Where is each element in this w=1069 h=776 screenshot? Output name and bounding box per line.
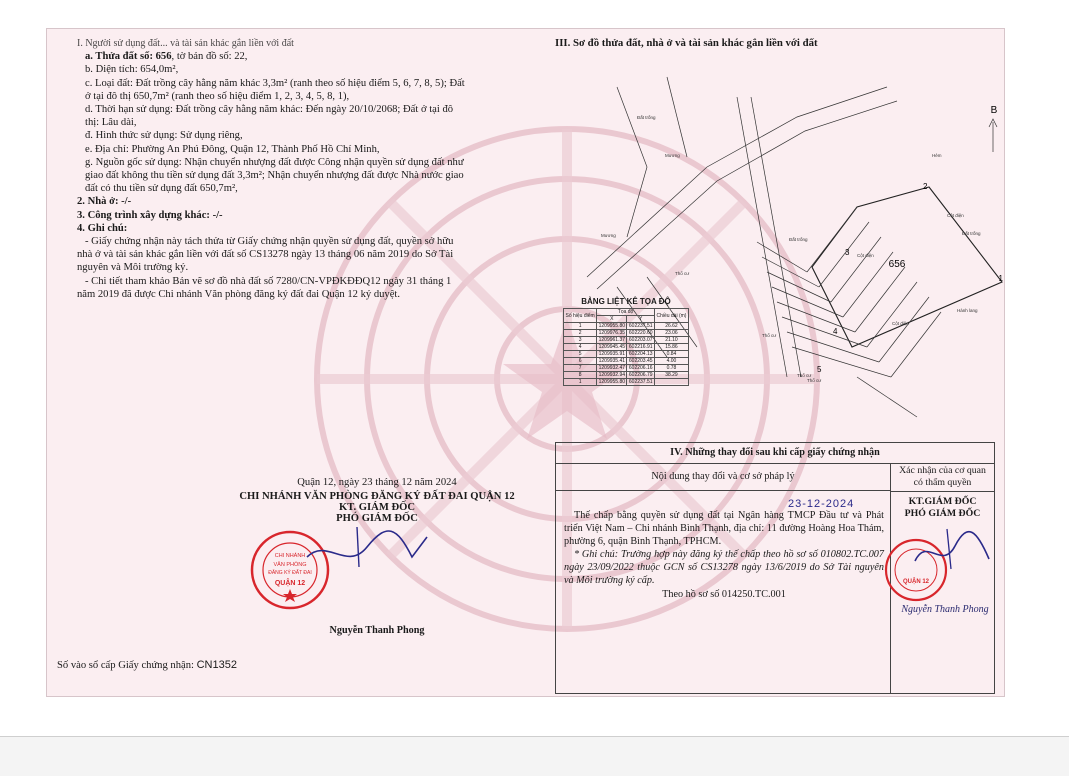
label-cot-dien-2: Cột điện bbox=[892, 321, 909, 326]
mortgage-note: * Ghi chú: Trường hợp này đăng ký thế chấp theo hồ sơ số 010802.TC.007 ngày 23/09/2022 thuộc GCN số CS13278 ngày 13/6/2019 do Sở Tài nguyên và Môi trường ký cấp. bbox=[564, 549, 884, 586]
issue-date: Quận 12, ngày 23 tháng 12 năm 2024 bbox=[297, 477, 457, 488]
notes-heading: 4. Ghi chú: bbox=[77, 222, 128, 234]
changes-content-header: Nội dung thay đổi và cơ sở pháp lý bbox=[556, 464, 890, 491]
mortgage-text: Thế chấp bằng quyền sử dụng đất tại Ngân hàng TMCP Đầu tư và Phát triển Việt Nam – Chi nhánh Bình Thạnh, địa chỉ: 11 đường Hoàng Hoa Thám, phường 6, quận Bình Thạnh, TPHCM. bbox=[564, 510, 884, 547]
label-hem: Hẻm bbox=[932, 153, 942, 158]
table-row: 1 1209955.80 602237.51 26.62 bbox=[564, 323, 689, 330]
authority-header: Xác nhận của cơ quan có thẩm quyền bbox=[891, 464, 994, 492]
left-signature-mark bbox=[297, 517, 437, 577]
authority-signer-name: Nguyễn Thanh Phong bbox=[901, 604, 989, 615]
label-ranh: Hành lang bbox=[957, 308, 978, 313]
parcel-number: 656 bbox=[155, 51, 172, 63]
change-stamp-date: 23-12-2024 bbox=[788, 498, 855, 510]
note-1-line-3: nguyên và Môi trường ký. bbox=[77, 262, 189, 274]
parcel-line bbox=[77, 50, 557, 63]
note-1-line-1: - Giấy chứng nhận này tách thửa từ Giấy chứng nhận quyền sử dụng đất, quyền sở hữu bbox=[85, 236, 454, 248]
label-dat-trong-2: Đất trống bbox=[789, 237, 808, 242]
table-row: 6 1209935.41 602203.45 4.00 bbox=[564, 358, 689, 365]
point-5: 5 bbox=[817, 365, 822, 374]
certificate-sheet bbox=[46, 28, 1005, 697]
seal-text-mid1: VĂN PHÒNG bbox=[273, 562, 307, 568]
point-4: 4 bbox=[833, 327, 838, 336]
label-cot-dien-3: Cột điện bbox=[947, 213, 964, 218]
col-header-x: X bbox=[597, 316, 627, 323]
term-line-2: thị: Lâu dài, bbox=[85, 117, 137, 129]
land-type-line-2: ở tại đô thị 650,7m² (ranh theo số hiệu điểm 1, 2, 3, 4, 5, 8, 1), bbox=[85, 90, 350, 102]
col-header-length: Chiều dài (m) bbox=[654, 309, 688, 323]
label-tho-cu-2: Thổ cư bbox=[807, 378, 822, 383]
construction-line: 3. Công trình xây dựng khác: -/- bbox=[77, 209, 223, 221]
col-header-point: Số hiệu điểm bbox=[564, 309, 597, 323]
deputy-director: PHÓ GIÁM ĐỐC bbox=[336, 513, 418, 524]
coordinate-table bbox=[563, 297, 689, 386]
table-row: 3 1209961.37 602203.07 21.10 bbox=[564, 337, 689, 344]
file-reference: Theo hồ sơ số 014250.TC.001 bbox=[662, 589, 786, 600]
label-muong: Mương bbox=[665, 153, 680, 158]
col-header-y: Y bbox=[627, 316, 654, 323]
table-row: 8 1209932.94 602206.79 38.29 bbox=[564, 372, 689, 379]
origin-line-3: đất có thu tiền sử dụng đất 650,7m², bbox=[85, 183, 238, 195]
right-signature-mark bbox=[907, 521, 997, 581]
point-2: 2 bbox=[923, 182, 928, 191]
usage-form-line: đ. Hình thức sử dụng: Sử dụng riêng, bbox=[85, 130, 243, 142]
table-row: 4 1209945.45 602216.91 15.86 bbox=[564, 344, 689, 351]
seal-text-top: CHI NHÁNH bbox=[274, 553, 306, 559]
label-tho-cu-3: Thổ cư bbox=[797, 373, 812, 378]
origin-line-1: g. Nguồn gốc sử dụng: Nhận chuyển nhượng đất được Công nhận quyền sử dụng đất như bbox=[85, 156, 464, 168]
point-1: 1 bbox=[998, 274, 1003, 283]
col-header-coord: Tọa độ bbox=[597, 309, 655, 316]
table-row: 1 1209955.80 602237.51 bbox=[564, 379, 689, 386]
kt-director: KT. GIÁM ĐỐC bbox=[338, 502, 416, 513]
label-cot-dien-1: Cột điện bbox=[857, 253, 874, 258]
serial-value: CN1352 bbox=[196, 659, 237, 671]
note-2-line-2: năm 2019 đã được Chi nhánh Văn phòng đăng ký đất đai Quận 12 ký duyệt. bbox=[77, 288, 401, 300]
right-seal-text: QUẬN 12 bbox=[902, 579, 930, 585]
land-type-line-1: c. Loại đất: Đất trồng cây hằng năm khác 3,3m² (ranh theo số hiệu điểm 5, 6, 7, 8, 5); Đất bbox=[85, 77, 465, 89]
area-line: b. Diện tích: 654,0m², bbox=[85, 64, 179, 76]
label-muong-2: Mương bbox=[601, 233, 616, 238]
coordinate-grid bbox=[563, 308, 689, 386]
label-tho-cu-4: Thổ cư bbox=[762, 333, 777, 338]
parcel-label: a. Thửa đất số: bbox=[85, 51, 156, 63]
note-1-line-2: nhà ở và tài sản khác gắn liền với đất số CS13278 ngày 13 tháng 06 năm 2019 do Sở Tài bbox=[77, 249, 454, 261]
parcel-number-label: 656 bbox=[888, 259, 906, 270]
changes-content-column bbox=[556, 464, 891, 693]
label-tho-cu-1: Thổ cư bbox=[675, 271, 690, 276]
label-dat-trong-1: Đất trống bbox=[637, 115, 656, 120]
next-page-edge bbox=[0, 736, 1069, 776]
table-row: 5 1209935.91 602204.13 0.84 bbox=[564, 351, 689, 358]
origin-line-2: giao đất không thu tiền sử dụng đất 3,3m²; Nhận chuyển nhượng đất được Nhà nước giao bbox=[85, 170, 464, 182]
seal-text-mid2: ĐĂNG KÝ ĐẤT ĐAI bbox=[268, 570, 312, 576]
note-2-line-1: - Chi tiết tham khảo Bản vẽ sơ đồ nhà đất số 7280/CN-VPĐKĐĐQ12 ngày 31 tháng 1 bbox=[85, 275, 452, 287]
serial-number bbox=[57, 659, 237, 671]
table-row: 2 1209976.35 602220.60 23.06 bbox=[564, 330, 689, 337]
section-header: I. Người sử dụng đất... và tài sản khác gắn liền với đất bbox=[77, 38, 294, 49]
issuing-office: CHI NHÁNH VĂN PHÒNG ĐĂNG KÝ ĐẤT ĐAI QUẬN 12 bbox=[239, 491, 515, 502]
north-arrow-label: B bbox=[990, 105, 998, 116]
authority-role: KT.GIÁM ĐỐC PHÓ GIÁM ĐỐC bbox=[904, 496, 981, 519]
map-sheet: , tờ bản đồ số: 22, bbox=[171, 51, 248, 63]
address-line: e. Địa chỉ: Phường An Phú Đông, Quận 12, Thành Phố Hồ Chí Minh, bbox=[85, 143, 380, 155]
label-dat-trong-3: Đất trống bbox=[962, 231, 981, 236]
diagram-title: III. Sơ đồ thửa đất, nhà ở và tài sản khác gắn liền với đất bbox=[555, 37, 818, 49]
signer-name: Nguyễn Thanh Phong bbox=[329, 625, 425, 636]
changes-section-title: IV. Những thay đổi sau khi cấp giấy chứng nhận bbox=[556, 443, 994, 464]
point-3: 3 bbox=[845, 248, 850, 257]
land-info-section bbox=[77, 37, 557, 301]
term-line-1: d. Thời hạn sử dụng: Đất trồng cây hằng năm khác: Đến ngày 20/10/2068; Đất ở tại đô bbox=[85, 104, 454, 116]
house-line: 2. Nhà ở: -/- bbox=[77, 196, 132, 208]
serial-label: Số vào sổ cấp Giấy chứng nhận: bbox=[57, 660, 197, 671]
table-row: 7 1209932.47 602206.16 0.78 bbox=[564, 365, 689, 372]
seal-text-bottom: QUẬN 12 bbox=[274, 580, 306, 587]
coordinate-table-title: BẢNG LIỆT KÊ TỌA ĐỘ bbox=[581, 297, 671, 306]
